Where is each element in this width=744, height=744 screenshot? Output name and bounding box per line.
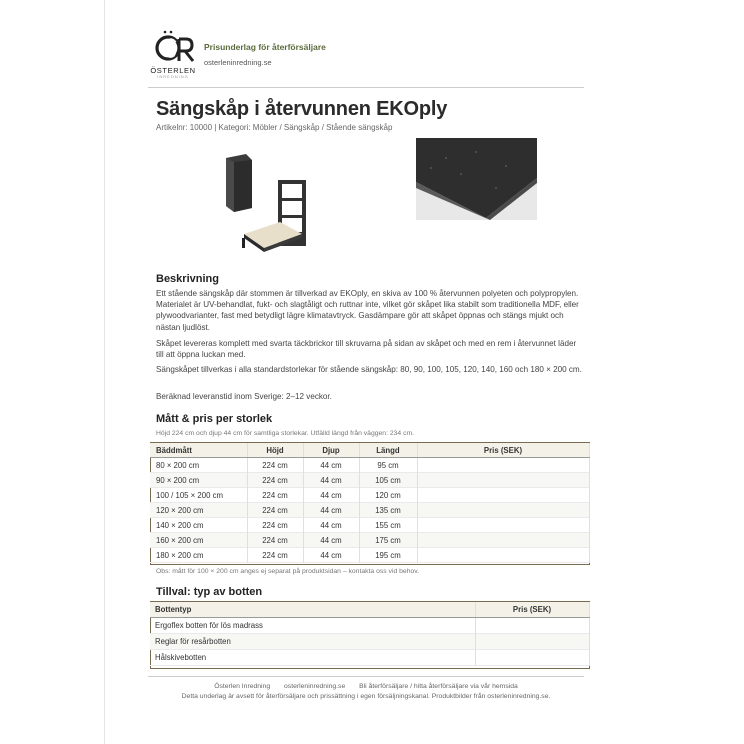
footer-url[interactable]: osterleninredning.se <box>284 683 346 690</box>
cell-size: 120 × 200 cm <box>150 503 247 518</box>
cell-depth: 44 cm <box>303 488 359 503</box>
sizes-heading: Mått & pris per storlek <box>156 413 273 425</box>
cell-length: 105 cm <box>359 473 417 488</box>
cell-height: 224 cm <box>247 473 303 488</box>
col-langd: Längd <box>359 443 417 458</box>
table-row <box>150 533 589 548</box>
cell-depth: 44 cm <box>303 533 359 548</box>
cell-bottom-type: Ergoflex botten för lös madrass <box>150 618 475 634</box>
footer-cta[interactable]: Bli återförsäljare / hitta återförsäljare via vår hemsida <box>359 683 518 690</box>
footer-line-1 <box>148 682 584 692</box>
product-meta: Artikelnr: 10000 | Kategori: Möbler / Sängskåp / Stående sängskåp <box>156 123 393 132</box>
table-row <box>150 650 589 666</box>
bed-cabinet-image <box>220 152 312 256</box>
cell-depth: 44 cm <box>303 473 359 488</box>
cell-price <box>417 548 589 563</box>
sizes-table-header <box>150 443 589 458</box>
cell-length: 95 cm <box>359 458 417 473</box>
description-paragraph-4: Beräknad leveranstid inom Sverige: 2–12 veckor. <box>156 392 332 401</box>
cell-length: 175 cm <box>359 533 417 548</box>
description-paragraph-1: Ett stående sängskåp där stommen är tillverkad av EKOply, en skiva av 100 % återvunnen polyeten och polypropylen. Materialet är UV-behandlat, fukt- och slagtåligt och ruttnar inte, vilket gör skåpet lika stabilt som traditionella MDF, eller plywoodvarianter, fast med betydligt lägre klimatavtryck. Gasdämpare gör att skåpet öppnas och stängs mjukt och nästan ljudlöst. <box>156 289 579 332</box>
table-row <box>150 618 589 634</box>
cell-length: 155 cm <box>359 518 417 533</box>
logo-subtext: INREDNING <box>157 74 189 79</box>
cell-price <box>475 650 589 666</box>
cell-depth: 44 cm <box>303 518 359 533</box>
cell-size: 180 × 200 cm <box>150 548 247 563</box>
cell-price <box>417 458 589 473</box>
cell-price <box>417 533 589 548</box>
cell-height: 224 cm <box>247 503 303 518</box>
addons-table <box>150 602 590 666</box>
cell-height: 224 cm <box>247 488 303 503</box>
header-url[interactable]: osterleninredning.se <box>204 58 272 67</box>
description-paragraph-2: Skåpet levereras komplett med svarta täckbrickor till skruvarna på sidan av skåpet och med en rem i återvunnet läder till att öppna luckan med. <box>156 339 577 360</box>
description-paragraph-3: Sängskåpet tillverkas i alla standardstorlekar för stående sängskåp: 80, 90, 100, 105, 120, 140, 160 och 180 × 200 cm. <box>156 365 582 374</box>
sizes-footnote: Obs: mått för 100 × 200 cm anges ej separat på produktsidan – kontakta oss vid behov. <box>156 568 420 575</box>
addons-heading: Tillval: typ av botten <box>156 586 263 598</box>
cell-length: 195 cm <box>359 548 417 563</box>
cell-height: 224 cm <box>247 533 303 548</box>
table-row <box>150 473 589 488</box>
cell-bottom-type: Hålskivebotten <box>150 650 475 666</box>
footer-divider <box>148 676 584 677</box>
table-row <box>150 488 589 503</box>
page-header <box>148 28 584 86</box>
col-pris: Pris (SEK) <box>417 443 589 458</box>
cell-price <box>417 503 589 518</box>
table-row <box>150 458 589 473</box>
cell-length: 120 cm <box>359 488 417 503</box>
logo-text: ÖSTERLEN <box>150 66 196 75</box>
ekoply-board-image <box>416 138 537 220</box>
cell-depth: 44 cm <box>303 458 359 473</box>
cell-price <box>417 473 589 488</box>
cell-size: 80 × 200 cm <box>150 458 247 473</box>
cell-height: 224 cm <box>247 518 303 533</box>
col-djup: Djup <box>303 443 359 458</box>
cell-depth: 44 cm <box>303 503 359 518</box>
cell-size: 140 × 200 cm <box>150 518 247 533</box>
header-divider <box>148 87 584 88</box>
description-heading: Beskrivning <box>156 273 219 285</box>
col-baddmatt: Bäddmått <box>150 443 247 458</box>
cell-price <box>417 488 589 503</box>
col-hojd: Höjd <box>247 443 303 458</box>
sizes-table <box>150 443 590 563</box>
cell-price <box>475 634 589 650</box>
cell-height: 224 cm <box>247 458 303 473</box>
table-row <box>150 548 589 563</box>
table-row <box>150 518 589 533</box>
cell-price <box>475 618 589 634</box>
page-margin-line <box>104 0 105 744</box>
table-row <box>150 503 589 518</box>
footer-company: Österlen Inredning <box>214 683 271 690</box>
cell-size: 100 / 105 × 200 cm <box>150 488 247 503</box>
cell-length: 135 cm <box>359 503 417 518</box>
addons-table-header <box>150 602 589 618</box>
cell-depth: 44 cm <box>303 548 359 563</box>
product-title: Sängskåp i återvunnen EKOply <box>156 98 448 120</box>
cell-bottom-type: Reglar för resårbotten <box>150 634 475 650</box>
page-footer <box>148 682 584 701</box>
cell-height: 224 cm <box>247 548 303 563</box>
header-title: Prisunderlag för återförsäljare <box>204 42 326 52</box>
cell-size: 90 × 200 cm <box>150 473 247 488</box>
sizes-note: Höjd 224 cm och djup 44 cm för samtliga storlekar. Utfälld längd från väggen: 234 cm. <box>156 430 415 437</box>
cell-size: 160 × 200 cm <box>150 533 247 548</box>
table-row <box>150 634 589 650</box>
col-pris: Pris (SEK) <box>475 602 589 618</box>
footer-line-2: Detta underlag är avsett för återförsäljare och prissättning i egen försäljningskanal. Produktbilder från osterleninredning.se. <box>181 692 551 700</box>
col-bottentyp: Bottentyp <box>150 602 475 618</box>
cell-price <box>417 518 589 533</box>
